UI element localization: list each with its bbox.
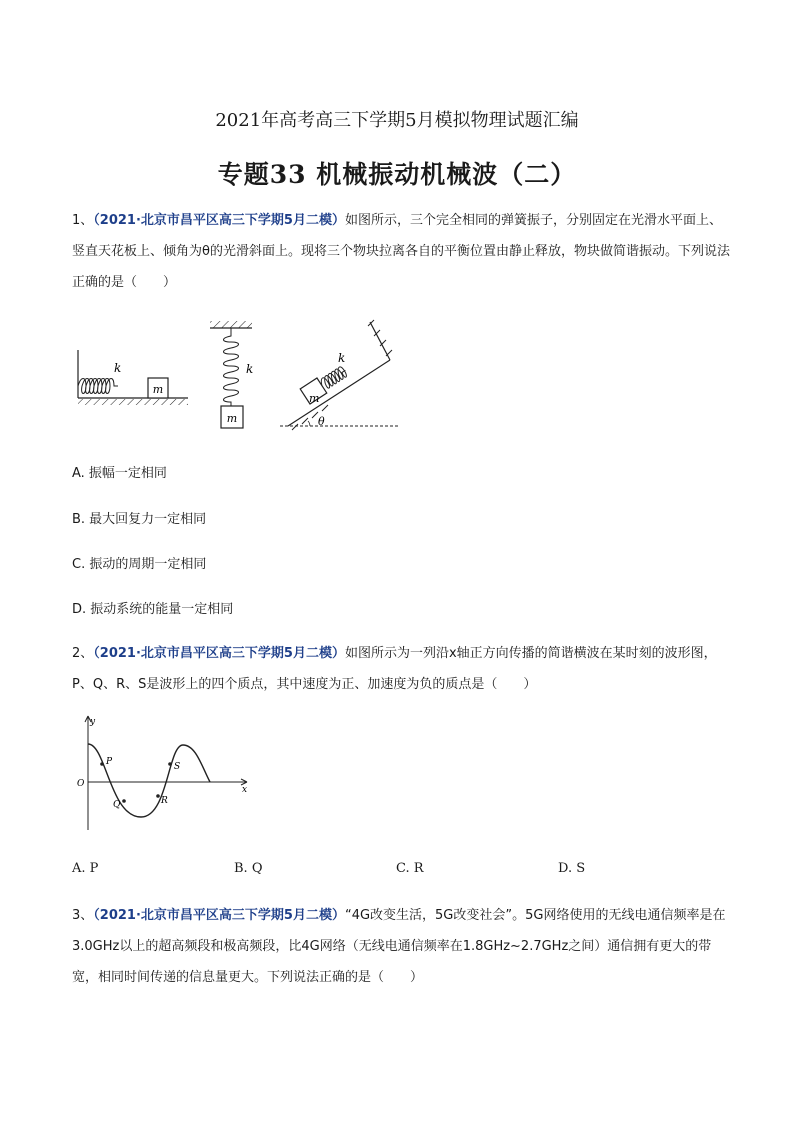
- question-3-text: “4G改变生活，5G改变社会”。5G网络使用的无线电通信频率是在3.0GHz以上的超高频段和极高频段，比4G网络（无线电通信频率在1.8GHz~2.7GHz之间）通信拥有更大的带宽，相同时间传递的信息量更大。下列说法正确的是（ ）: [72, 908, 726, 985]
- point-r-label: R: [161, 796, 168, 806]
- question-2-option-c[interactable]: C. R: [396, 861, 424, 876]
- question-2-option-a[interactable]: A. P: [72, 861, 99, 876]
- mass-label-3: m: [309, 392, 320, 405]
- question-1-option-d[interactable]: D. 振动系统的能量一定相同: [72, 602, 234, 617]
- question-2: [72, 638, 732, 700]
- spring-label-2: k: [246, 362, 254, 376]
- question-1-number: 1、: [72, 213, 94, 228]
- point-q-label: Q: [113, 800, 121, 810]
- question-3-source: （2021·北京市昌平区高三下学期5月二模）: [93, 908, 345, 923]
- page-title: 专题33 机械振动机械波（二）: [217, 160, 577, 189]
- question-2-source: （2021·北京市昌平区高三下学期5月二模）: [93, 646, 345, 661]
- mass-label-2: m: [226, 412, 238, 425]
- question-3-number: 3、: [72, 908, 94, 923]
- horizontal-spring-oscillator: [78, 350, 188, 405]
- x-axis-label: x: [242, 785, 248, 795]
- wave-graph: [72, 712, 262, 834]
- mass-label-1: m: [152, 383, 164, 396]
- question-3: [72, 900, 732, 993]
- question-2-option-b[interactable]: B. Q: [234, 861, 263, 876]
- question-1: [72, 205, 732, 298]
- y-axis-label: y: [90, 717, 96, 727]
- question-1-option-c[interactable]: C. 振动的周期一定相同: [72, 557, 207, 572]
- page-subtitle: 2021年高考高三下学期5月模拟物理试题汇编: [215, 110, 579, 131]
- incline-spring-oscillator: [280, 320, 400, 430]
- spring-label-1: k: [114, 361, 122, 375]
- question-1-option-b[interactable]: B. 最大回复力一定相同: [72, 512, 207, 527]
- point-s: [168, 762, 172, 766]
- point-q: [122, 799, 126, 803]
- question-2-number: 2、: [72, 646, 94, 661]
- angle-label: θ: [318, 415, 325, 428]
- question-1-source: （2021·北京市昌平区高三下学期5月二模）: [93, 213, 345, 228]
- origin-label: O: [77, 779, 85, 789]
- vertical-spring-oscillator: [210, 321, 253, 428]
- question-1-option-a[interactable]: A. 振幅一定相同: [72, 466, 167, 481]
- spring-label-3: k: [338, 351, 346, 365]
- point-r: [156, 794, 160, 798]
- point-s-label: S: [174, 762, 181, 772]
- question-2-text: 如图所示为一列沿x轴正方向传播的简谐横波在某时刻的波形图，P、Q、R、S是波形上的四个质点，其中速度为正、加速度为负的质点是（ ）: [72, 646, 717, 692]
- point-p: [100, 762, 104, 766]
- wave-curve: [88, 744, 210, 817]
- question-1-figure: [70, 318, 410, 433]
- question-1-text: 如图所示，三个完全相同的弹簧振子，分别固定在光滑水平面上、竖直天花板上、倾角为θ的光滑斜面上。现将三个物块拉离各自的平衡位置由静止释放，物块做简谐振动。下列说法正确的是（ ）: [72, 213, 730, 290]
- question-2-option-d[interactable]: D. S: [558, 861, 586, 876]
- point-p-label: P: [106, 757, 113, 767]
